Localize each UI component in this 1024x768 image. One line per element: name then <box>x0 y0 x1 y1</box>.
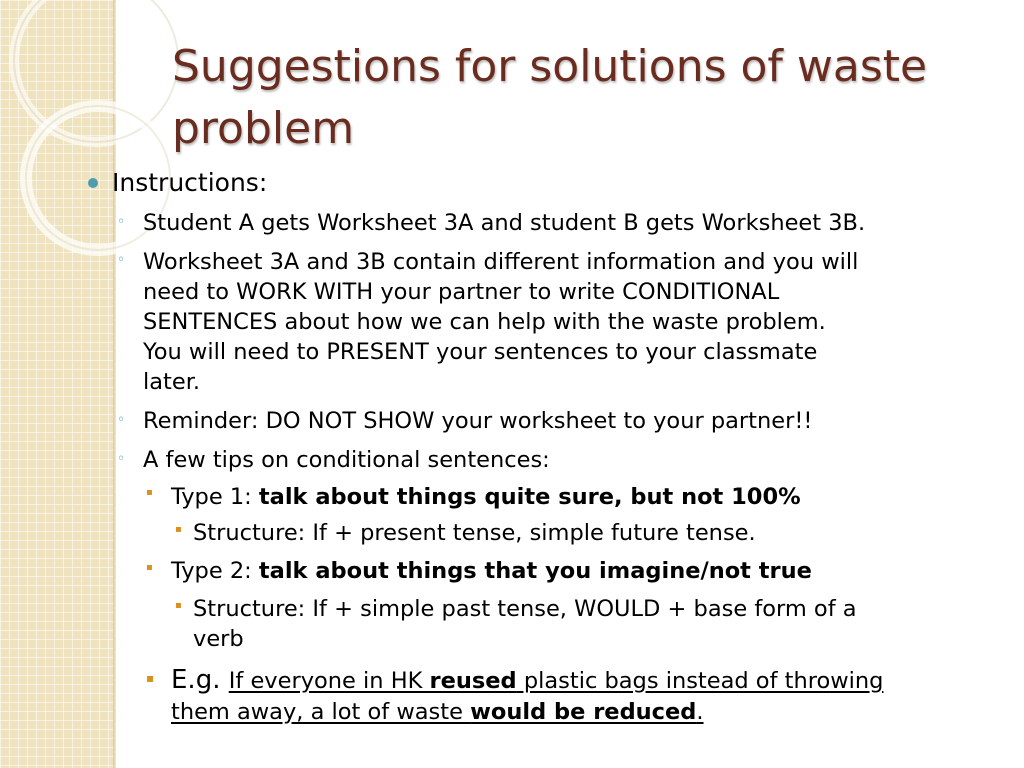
example-text-part1: If everyone in HK <box>228 668 430 694</box>
example-keyword-reduced: would be reduced <box>470 699 697 725</box>
bullet-contain-line3: SENTENCES about how we can help with the waste problem. <box>143 309 826 335</box>
example-text-part2: plastic bags instead of throwing <box>516 668 884 694</box>
bullet-ring-icon: ◦ <box>117 214 126 230</box>
bullet-triangle-icon: ▪ <box>146 487 153 498</box>
type1-line <box>171 482 801 512</box>
bullet-triangle-icon: ▪ <box>146 562 153 573</box>
bullet-triangle-icon: ▪ <box>146 671 155 685</box>
type2-description: talk about things that you imagine/not true <box>258 558 812 584</box>
bullet-contain-line1: Worksheet 3A and 3B contain different information and you will <box>143 249 859 275</box>
type1-label: Type 1: <box>171 484 259 510</box>
slide-title: Suggestions for solutions of waste problem <box>172 41 928 154</box>
example-line2 <box>171 697 704 727</box>
bullet-tips: A few tips on conditional sentences: <box>143 447 550 473</box>
example-keyword-reused: reused <box>429 668 517 694</box>
type2-structure-line1: Structure: If + simple past tense, WOULD + base form of a <box>193 596 857 622</box>
example-prefix: E.g. <box>171 665 229 695</box>
example-text-part4: . <box>696 699 704 725</box>
type1-structure: Structure: If + present tense, simple future tense. <box>193 520 756 546</box>
bullet-triangle-icon: ▪ <box>175 600 182 611</box>
type2-label: Type 2: <box>171 558 259 584</box>
panel-edge <box>113 0 116 768</box>
bullet-reminder: Reminder: DO NOT SHOW your worksheet to your partner!! <box>143 408 813 434</box>
bullet-contain-line2: need to WORK WITH your partner to write CONDITIONAL <box>143 279 780 305</box>
example-line1 <box>171 665 883 696</box>
decorative-left-panel <box>0 0 113 768</box>
bullet-dot-icon <box>88 178 98 188</box>
bullet-worksheets: Student A gets Worksheet 3A and student B gets Worksheet 3B. <box>143 210 866 236</box>
type1-description: talk about things quite sure, but not 100% <box>258 484 801 510</box>
bullet-ring-icon: ◦ <box>117 252 126 268</box>
instructions-label: Instructions: <box>112 168 268 197</box>
type2-structure-line2: verb <box>193 626 244 652</box>
bullet-ring-icon: ◦ <box>117 412 126 428</box>
bullet-triangle-icon: ▪ <box>175 524 182 535</box>
bullet-contain-line5: later. <box>143 369 201 395</box>
bullet-ring-icon: ◦ <box>117 451 126 467</box>
example-text-part3: them away, a lot of waste <box>171 699 471 725</box>
type2-line <box>171 556 812 586</box>
bullet-contain-line4: You will need to PRESENT your sentences to your classmate <box>143 339 818 365</box>
